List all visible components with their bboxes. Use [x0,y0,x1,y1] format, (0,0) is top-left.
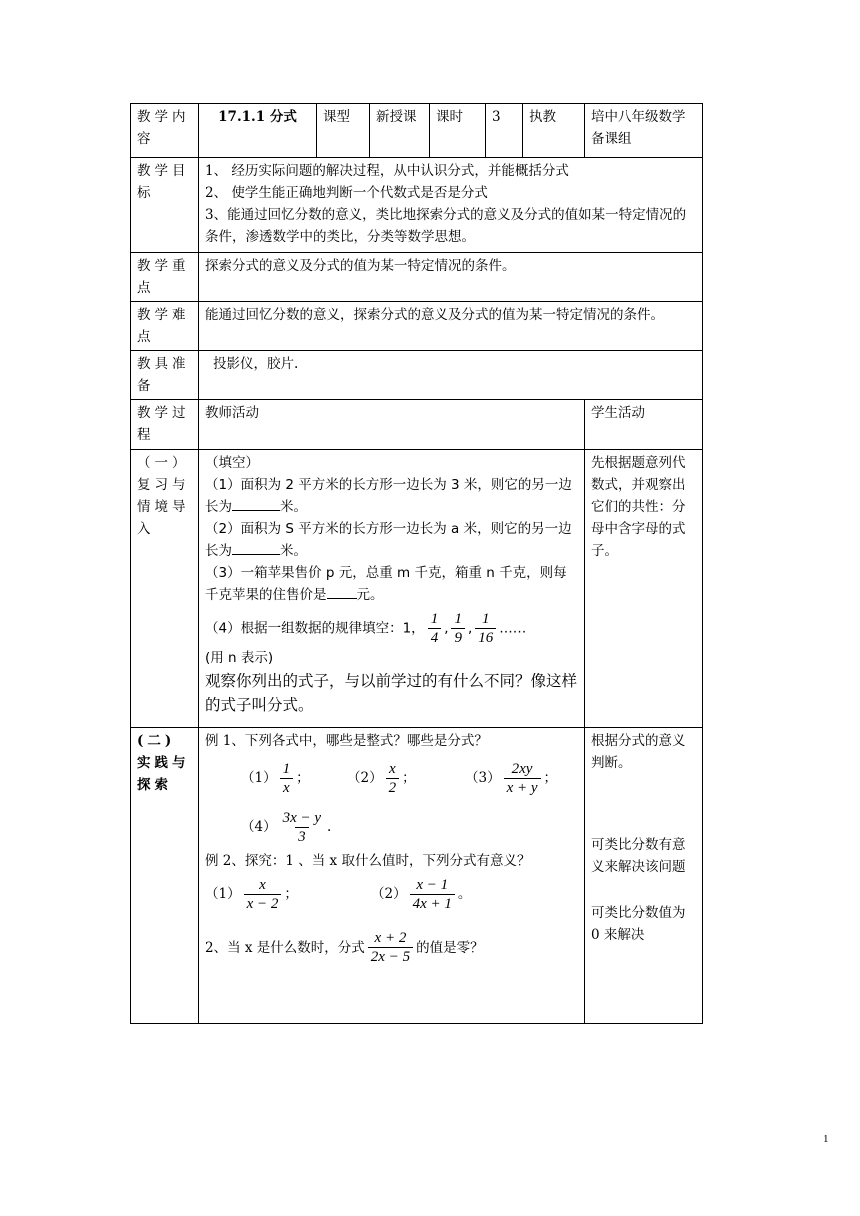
fraction [368,929,413,966]
student-note-2: 可类比分数有意义来解决该问题 [591,837,686,875]
difficulties-row [131,302,703,351]
fraction [428,610,442,647]
item-end: ； [543,770,558,786]
fraction-numerator: 1 [282,761,291,777]
goal-item: 3、能通过回忆分数的意义，类比地探索分式的意义及分式的值如某一特定情况的条件，渗透数学中的类比，分类等数学思想。 [205,207,687,245]
item-end: ； [284,886,298,902]
item-end: ； [402,770,416,786]
answer-blank [327,584,357,599]
question-3-text: （3）一箱苹果售价 p 元，总重 m 千克，箱重 n 千克，则每千克苹果的住售价是 [205,565,567,603]
section2-label: (二)实践与探索 [131,728,199,1024]
question-2 [205,518,578,562]
fraction-denominator: 4 [428,628,442,647]
observation-text: 观察你列出的式子，与以前学过的有什么不同？像这样的式子叫分式。 [205,672,578,714]
question-2-unit: 米。 [280,543,307,559]
fraction-numerator: 1 [454,611,462,627]
question-text-end: 的值是零？ [416,939,484,956]
fraction-denominator: 2x − 5 [368,947,413,966]
fraction-numerator: x + 2 [374,930,407,946]
section1-row [131,450,703,728]
page-number: 1 [823,1133,829,1145]
process-label: 教学过程 [131,400,199,450]
difficulties-label: 教学难点 [131,302,199,351]
section1-student: 先根据题意列代数式，并观察出它们的共性：分母中含字母的式子。 [585,450,703,728]
item-index: （2） [347,770,383,786]
item-index: （2） [371,886,407,902]
example-1-items [241,809,578,846]
question-3-unit: 元。 [356,587,384,603]
key-points-label: 教学重点 [131,253,199,302]
student-note-1: 根据分式的意义判断。 [591,733,686,771]
tools-text: 投影仪，胶片. [199,351,703,400]
type-value: 新授课 [370,104,430,158]
example-1-item [241,760,347,797]
label-teacher: 执教 [523,104,585,158]
section2-student [585,728,703,1024]
label-content: 教学内容 [131,104,199,158]
fraction-numerator: 3x − y [282,810,322,826]
fraction [386,760,400,797]
fraction-numerator: x − 1 [416,877,449,893]
question-4: （4）根据一组数据的规律填空：1， $\frac{1}{4}$ , $\frac{1}{9}$ , $\frac{1}{16}$ …… [205,611,527,646]
lesson-plan-table [130,103,703,1024]
fraction-numerator: 1 [430,611,439,627]
fraction-denominator: 9 [451,628,465,647]
section1-teacher [199,450,585,728]
fraction [244,876,282,913]
fraction [475,610,496,647]
item-index: （1） [205,886,241,902]
question-2-text: （2）面积为 S 平方米的长方形一边长为 a 米，则它的另一边长为 [205,521,572,559]
example-2-items [205,876,578,913]
fraction [280,760,294,797]
difficulties-text: 能通过回忆分数的意义，探索分式的意义及分式的值为某一特定情况的条件。 [199,302,703,351]
example-1: 例 1、下列各式中，哪些是整式？哪些是分式？ [205,733,488,749]
fraction-denominator: x + y [504,778,541,797]
fraction [410,876,455,913]
example-1-item [347,760,465,797]
question-1 [205,474,578,518]
fraction-denominator: 2 [386,778,400,797]
header-row [131,104,703,158]
section1-intro: （填空） [205,455,259,471]
section2-row [131,728,703,1024]
question-text: 2、当 x 是什么数时，分式 [205,939,365,956]
fraction-numerator: x [389,761,396,777]
fraction-numerator: 2xy [511,761,533,777]
student-column-header: 学生活动 [585,400,703,450]
teacher-value: 培中八年级数学备课组 [585,104,703,158]
fraction-numerator: x [259,877,266,893]
item-index: （1） [241,770,277,786]
section2-teacher [199,728,585,1024]
fraction [451,610,465,647]
example-1-item [241,809,331,846]
fraction [280,809,324,846]
goals-content [199,158,703,253]
process-header-row [131,400,703,450]
ellipsis: …… [499,620,527,637]
content-value: 17.1.1 分式 [199,104,317,158]
item-index: （3） [465,770,501,786]
fraction-denominator: 3 [295,827,309,846]
fraction-denominator: x [280,778,293,797]
fraction-numerator: 1 [482,611,490,627]
goals-row [131,158,703,253]
goals-label: 教学目标 [131,158,199,253]
key-points-text: 探索分式的意义及分式的值为某一特定情况的条件。 [199,253,703,302]
question-1-text: （1）面积为 2 平方米的长方形一边长为 3 米，则它的另一边长为 [205,477,572,515]
example-1-items [241,760,578,797]
fraction-denominator: x − 2 [244,894,282,913]
item-end: ； [296,770,310,786]
label-hours: 课时 [430,104,486,158]
answer-blank [232,496,280,511]
fraction [504,760,541,797]
tools-label: 教具准备 [131,351,199,400]
item-index: （4） [241,819,277,835]
question-4-text: （4）根据一组数据的规律填空：1， [205,620,425,637]
example-2-item [205,876,371,913]
tools-row [131,351,703,400]
label-type: 课型 [317,104,370,158]
item-end: 。 [457,886,472,902]
teacher-column-header: 教师活动 [199,400,585,450]
section1-label: （一）复习与情境导入 [131,450,199,728]
answer-blank [232,540,280,555]
question-1-unit: 米。 [280,499,307,515]
fraction-denominator: 16 [475,628,496,647]
hours-value: 3 [486,104,523,158]
example-2-question-2 [205,929,578,966]
student-note-3: 可类比分数值为 0 来解决 [591,905,686,943]
goal-item: 1、 经历实际问题的解决过程，从中认识分式，并能概括分式 [205,163,569,179]
goal-item: 2、 使学生能正确地判断一个代数式是否是分式 [205,185,488,201]
question-4-note: (用 n 表示) [205,650,274,666]
example-1-item [465,760,557,797]
question-3 [205,562,578,606]
item-end: . [327,819,332,835]
key-points-row [131,253,703,302]
example-2-item [371,876,471,913]
example-2: 例 2、探究：1 、当 x 取什么值时，下列分式有意义？ [205,853,531,869]
fraction-denominator: 4x + 1 [410,894,455,913]
